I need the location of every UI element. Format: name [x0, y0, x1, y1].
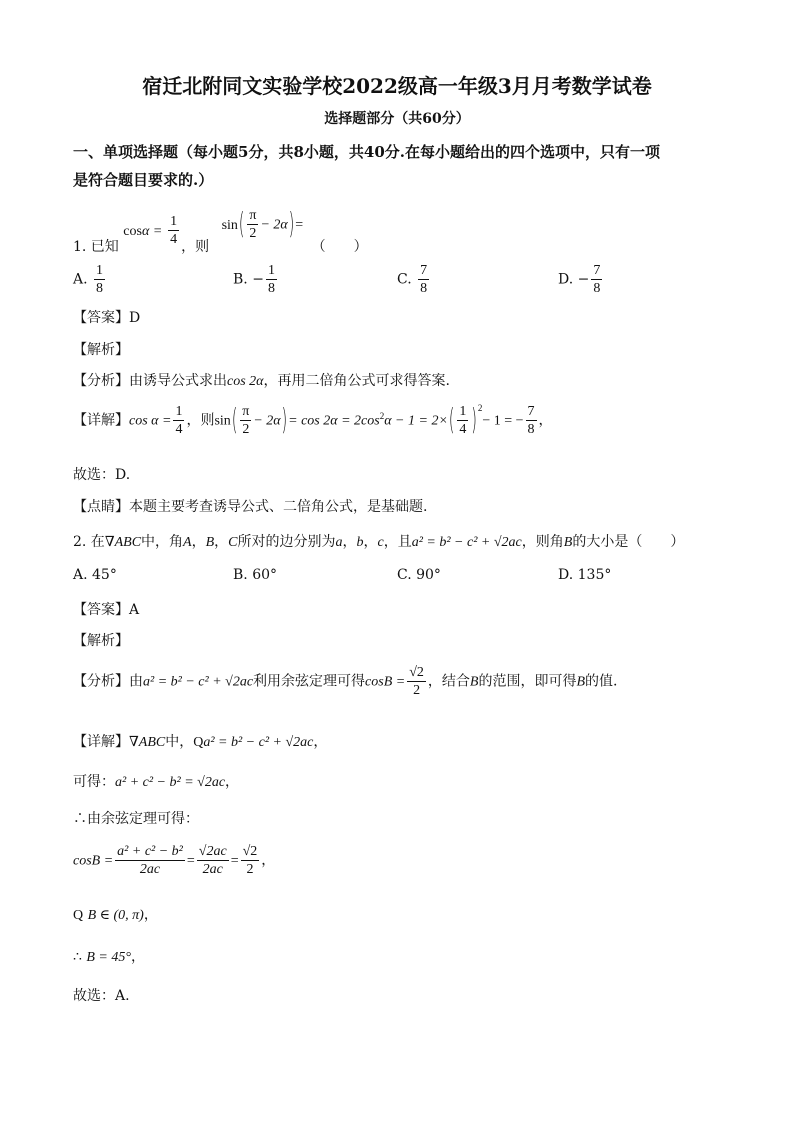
q2-fenxi: 【分析】由a² = b² − c² + √2ac利用余弦定理可得cosB = $\frac{√2}{2}$ ，结合B的范围，即可得B的值.	[73, 665, 618, 698]
q1-analysis-tag: 【解析】	[73, 342, 129, 358]
q2-answer: 【答案】A	[73, 602, 140, 618]
q2-option-c: C. 90°	[397, 567, 441, 583]
q2-option-a: A. 45°	[73, 567, 117, 583]
q1-option-b: B. − $\frac{1}{8}$	[233, 263, 275, 296]
q2-range: Q B ∈ (0, π)，	[73, 907, 158, 923]
q1-option-c: C. $\frac{7}{8}$	[397, 263, 428, 296]
q2-analysis-tag: 【解析】	[73, 633, 129, 649]
q1-answer: 【答案】D	[73, 310, 141, 326]
q1-pi-half: $\frac{\pi}{2}$	[249, 208, 257, 241]
q2-choose: 故选：A.	[73, 988, 130, 1004]
q1-choose: 故选：D.	[73, 467, 131, 483]
q2-xiangjie: 【详解】∇ABC中，Qa² = b² − c² + √2ac，	[73, 734, 328, 750]
q2-yuxian: ∴由余弦定理可得：	[73, 811, 199, 827]
section-subtitle: 选择题部分（共60分）	[324, 111, 470, 127]
q2-result: ∴ B = 45°，	[73, 949, 145, 965]
q1-dianjing: 【点睛】本题主要考查诱导公式、二倍角公式，是基础题.	[73, 499, 428, 515]
section-heading-line1: 一、单项选择题（每小题5分，共8小题，共40分.在每小题给出的四个选项中，只有一项	[73, 143, 660, 161]
q2-stem: 2. 在∇ABC中，角A，B，C所对的边分别为a，b，c，且a² = b² − c² + √2ac，则角B的大小是（ ）	[73, 534, 685, 550]
q1-option-d: D. − $\frac{7}{8}$	[558, 263, 601, 296]
q1-option-a: A. $\frac{1}{8}$	[73, 263, 104, 296]
q1-stem: 1. 已知 cosα = $\frac{1}{4}$ ，则 sin( $\frac{\pi}{2}$ − 2α)= （ ）	[73, 207, 368, 255]
q2-option-b: B. 60°	[233, 567, 278, 583]
q2-kede: 可得：a² + c² − b² = √2ac，	[73, 774, 240, 790]
page-title: 宿迁北附同文实验学校2022级高一年级3月月考数学试卷	[142, 74, 652, 98]
q1-cos-fraction: $\frac{1}{4}$	[170, 214, 178, 247]
q1-blank: （ ）	[311, 238, 368, 255]
q2-option-d: D. 135°	[558, 567, 612, 583]
q2-cosB-derivation: cosB = $\frac{\text{a² + c² − b²}}{2ac}$ = $\frac{√2ac}{2ac}$ = $\frac{√2}{2}$ ，	[73, 844, 276, 877]
q1-number: 1. 已知	[73, 238, 119, 255]
q1-fenxi: 【分析】由诱导公式求出cos 2α，再用二倍角公式可求得答案.	[73, 373, 450, 389]
q1-xiangjie: 【详解】cos α = $\frac{1}{4}$ ，则sin( $\frac{\pi}{2}$ − $2\alpha)= \cos 2\alpha = 2\cos^2\alpha - 1 = 2\times$( $\frac{1}{4}$ )$^2$− 1 = − $\frac{7}{8}$ ，	[73, 402, 553, 438]
section-heading-line2: 是符合题目要求的.）	[73, 171, 214, 189]
